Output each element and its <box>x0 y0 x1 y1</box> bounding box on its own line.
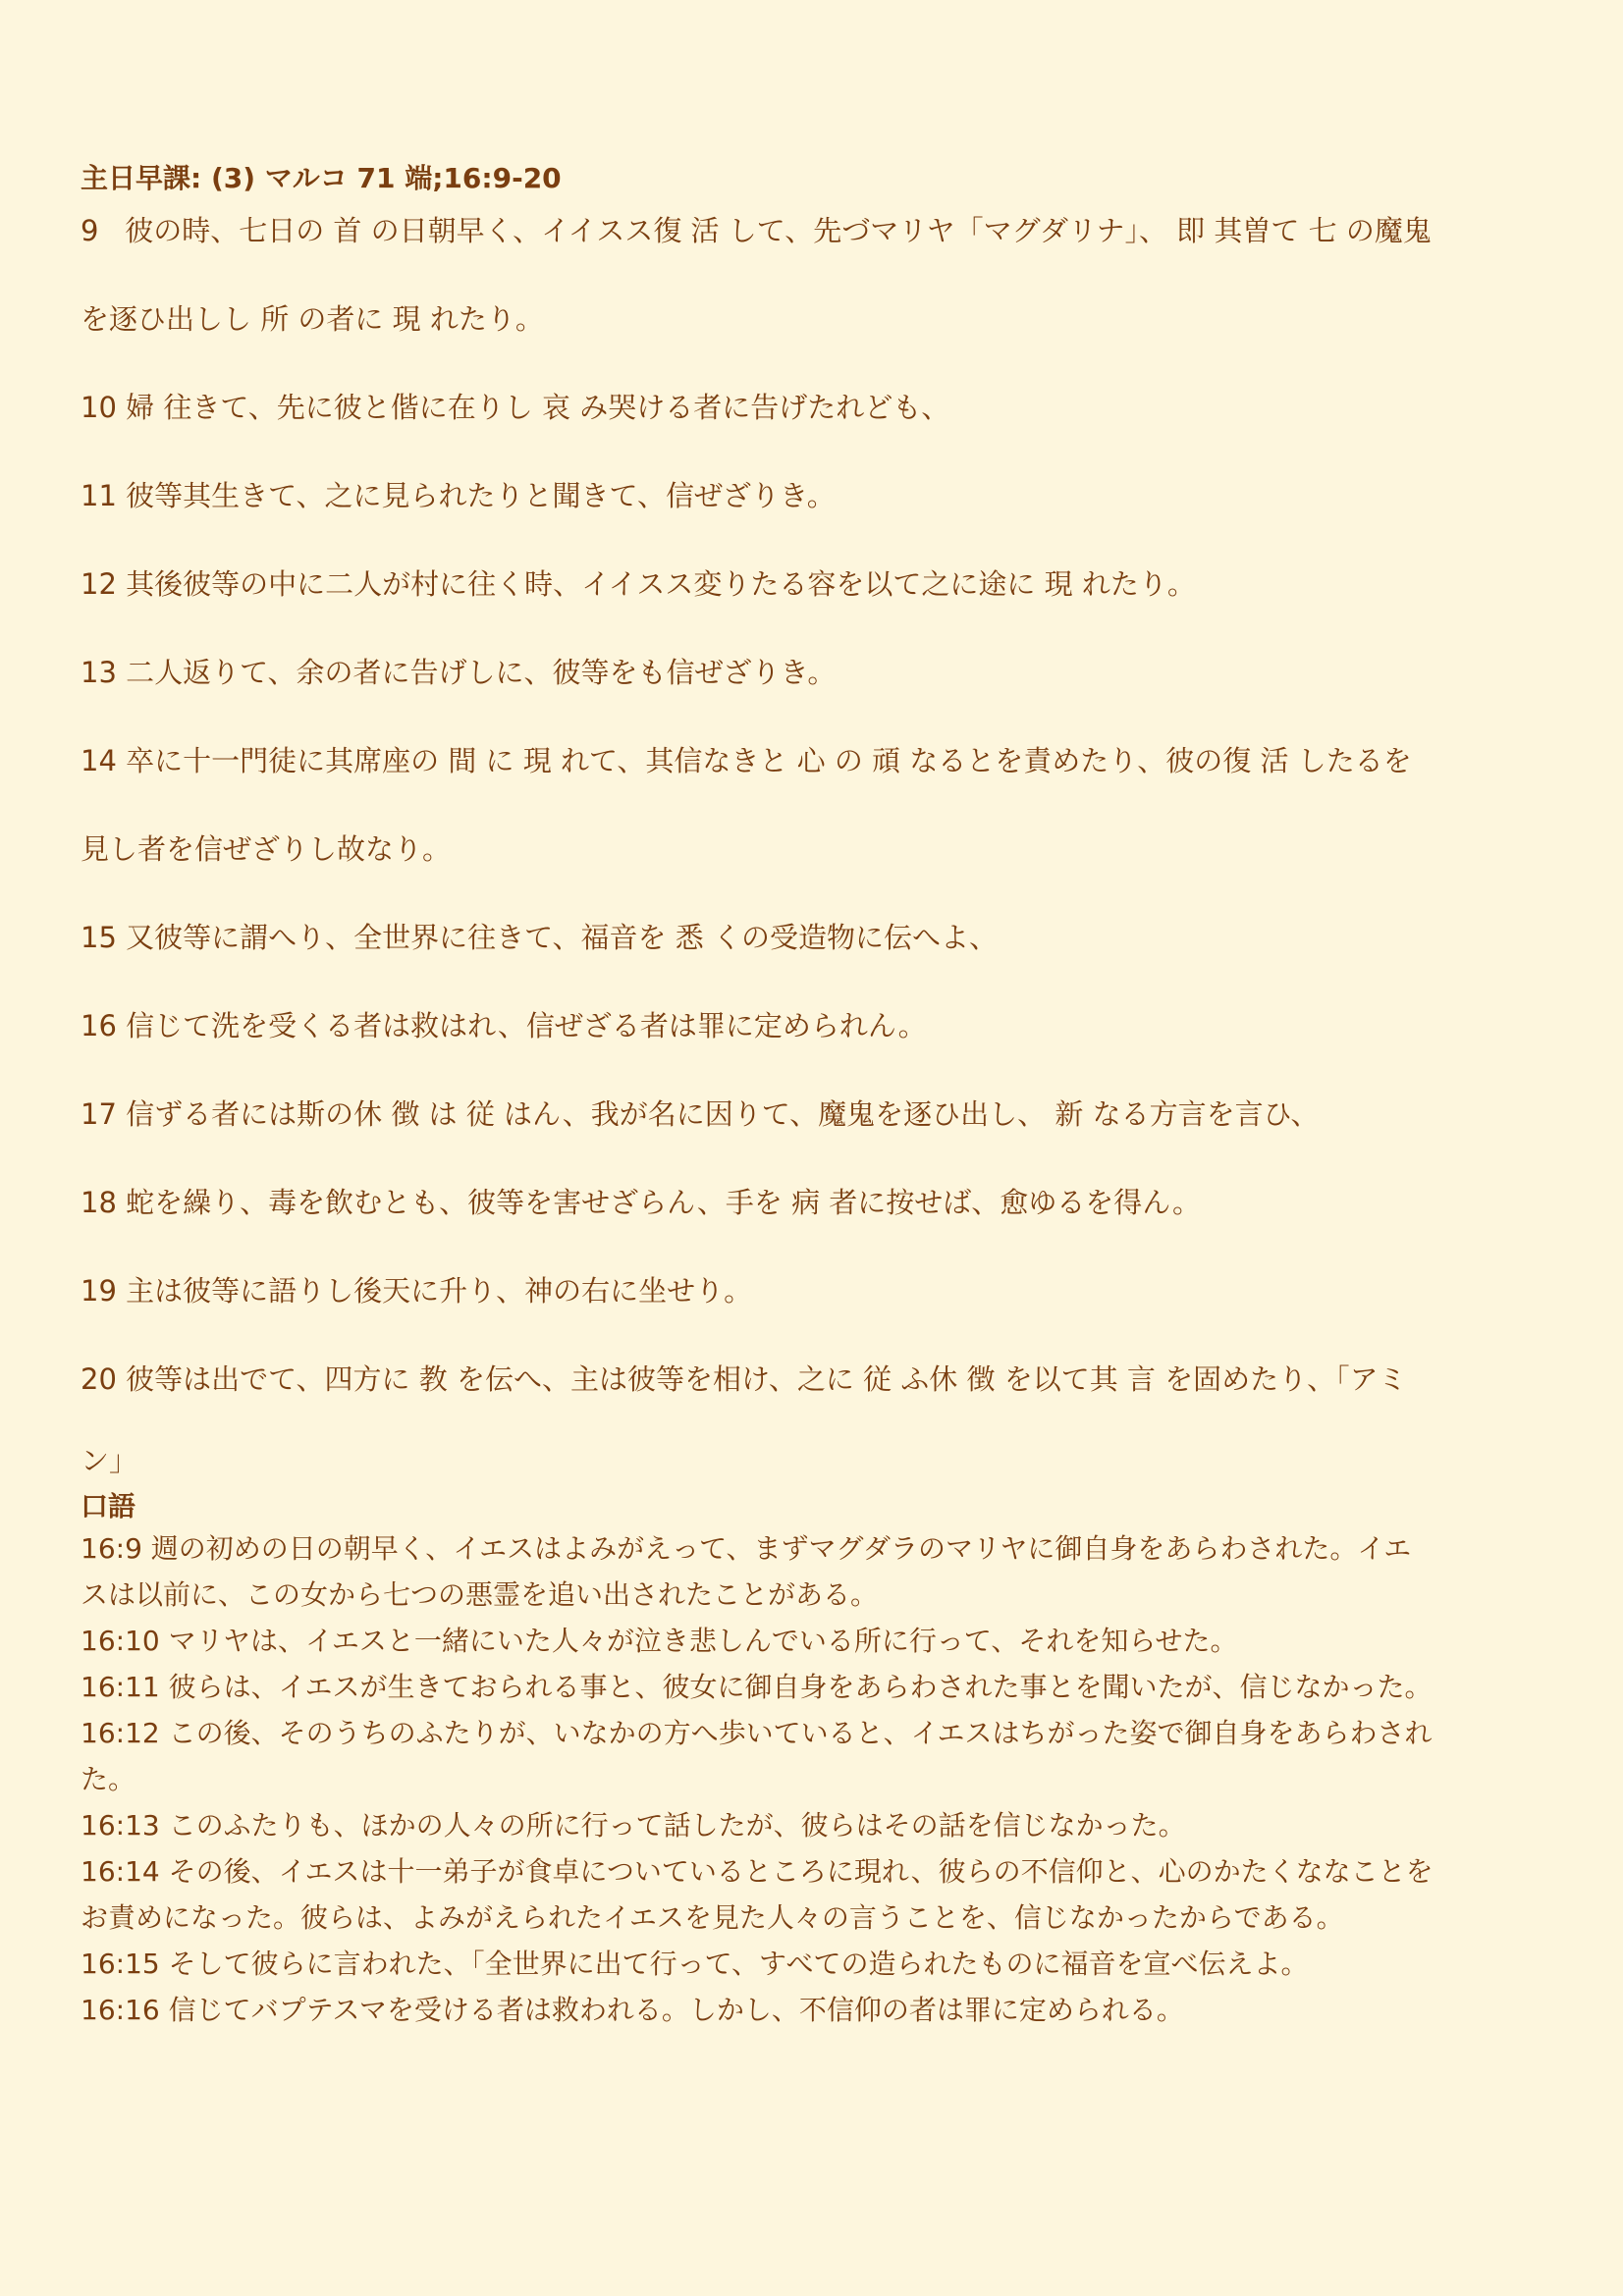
verse-number: 15 <box>81 921 117 954</box>
verse-text: 卒に十一門徒に其席座の 間 に 現 れて、其信なきと 心 の 頑 なるとを責めたり、彼の復 活 したるを <box>126 744 1412 777</box>
verse-9 <box>81 202 1553 336</box>
verse-text: 彼等は出でて、四方に 教 を伝へ、主は彼等を相け、之に 従 ふ休 徴 を以て其 言 を固めたり、「アミ <box>126 1362 1407 1396</box>
colloquial-line: お責めになった。彼らは、よみがえられたイエスを見た人々の言うことを、信じなかったからである。 <box>81 1901 1344 1934</box>
verse-number: 18 <box>81 1186 117 1219</box>
verse-19 <box>81 1262 1553 1308</box>
colloquial-line: 16:13 このふたりも、ほかの人々の所に行って話したが、彼らはその話を信じなかった。 <box>81 1809 1186 1842</box>
verse-text: 又彼等に謂へり、全世界に往きて、福音を 悉 くの受造物に伝へよ、 <box>126 921 998 954</box>
verse-15 <box>81 909 1553 954</box>
verse-text: 信じて洗を受くる者は救はれ、信ぜざる者は罪に定められん。 <box>126 1009 927 1042</box>
verse-17 <box>81 1086 1553 1131</box>
verse-continuation: ン」 <box>81 1444 138 1477</box>
verse-number: 19 <box>81 1274 117 1308</box>
verse-continuation: 見し者を信ぜざりし故なり。 <box>81 832 452 866</box>
colloquial-line: 16:10 マリヤは、イエスと一緒にいた人々が泣き悲しんでいる所に行って、それを知らせた。 <box>81 1625 1238 1657</box>
verse-text: 蛇を繰り、毒を飲むとも、彼等を害せざらん、手を 病 者に按せば、愈ゆるを得ん。 <box>126 1186 1202 1219</box>
verse-text: 彼等其生きて、之に見られたりと聞きて、信ぜざりき。 <box>126 479 836 512</box>
verse-text: 其後彼等の中に二人が村に往く時、イイスス変りたる容を以て之に途に 現 れたり。 <box>126 567 1196 601</box>
verse-number: 13 <box>81 656 117 689</box>
colloquial-line: 16:15 そして彼らに言われた、「全世界に出て行って、すべての造られたものに福音を宣べ伝えよ。 <box>81 1948 1309 1980</box>
colloquial-line: スは以前に、この女から七つの悪霊を追い出されたことがある。 <box>81 1578 879 1611</box>
colloquial-line: 16:14 その後、イエスは十一弟子が食卓についているところに現れ、彼らの不信仰と、心のかたくななことを <box>81 1855 1434 1888</box>
verse-text: 二人返りて、余の者に告げしに、彼等をも信ぜざりき。 <box>126 656 837 689</box>
colloquial-line: 16:9 週の初めの日の朝早く、イエスはよみがえって、まずマグダラのマリヤに御自身をあらわされた。イエ <box>81 1532 1412 1565</box>
colloquial-line: 16:16 信じてバプテスマを受ける者は救われる。しかし、不信仰の者は罪に定められる。 <box>81 1994 1184 2026</box>
verse-12 <box>81 556 1553 601</box>
verse-10 <box>81 379 1553 424</box>
reading-heading: 主日早課: (3) マルコ 71 端;16:9-20 <box>81 162 562 194</box>
verse-number: 14 <box>81 744 117 777</box>
verse-11 <box>81 467 1553 512</box>
verse-number: 12 <box>81 567 117 601</box>
colloquial-line: た。 <box>81 1763 136 1795</box>
verse-number: 11 <box>81 479 117 512</box>
verse-20 <box>81 1351 1553 1480</box>
old-translation-section <box>81 202 1553 1480</box>
colloquial-line: 16:11 彼らは、イエスが生きておられる事と、彼女に御自身をあらわされた事とを聞いたが、信じなかった。 <box>81 1671 1433 1703</box>
verse-16 <box>81 997 1553 1042</box>
colloquial-line: 16:12 この後、そのうちのふたりが、いなかの方へ歩いていると、イエスはちがった姿で御自身をあらわされ <box>81 1717 1433 1749</box>
verse-continuation: を逐ひ出しし 所 の者に 現 れたり。 <box>81 302 544 336</box>
verse-number: 16 <box>81 1009 117 1042</box>
verse-14 <box>81 732 1553 866</box>
colloquial-heading: 口語 <box>81 1490 136 1522</box>
verse-number: 10 <box>81 391 117 424</box>
verse-number: 17 <box>81 1097 117 1131</box>
verse-text: 婦 往きて、先に彼と偕に在りし 哀 み哭ける者に告げたれども、 <box>126 391 950 424</box>
colloquial-section <box>81 1525 1553 2033</box>
verse-number: 9 <box>81 214 99 247</box>
verse-number: 20 <box>81 1362 117 1396</box>
document-page <box>81 159 1553 2033</box>
verse-18 <box>81 1174 1553 1219</box>
verse-text: 信ずる者には斯の休 徴 は 従 はん、我が名に因りて、魔鬼を逐ひ出し、 新 なる方言を言ひ、 <box>126 1097 1320 1131</box>
verse-text: 彼の時、七日の 首 の日朝早く、イイスス復 活 して、先づマリヤ「マグダリナ」、 即 其曽て 七 の魔鬼 <box>125 214 1432 247</box>
verse-13 <box>81 644 1553 689</box>
verse-text: 主は彼等に語りし後天に升り、神の右に坐せり。 <box>126 1274 753 1308</box>
